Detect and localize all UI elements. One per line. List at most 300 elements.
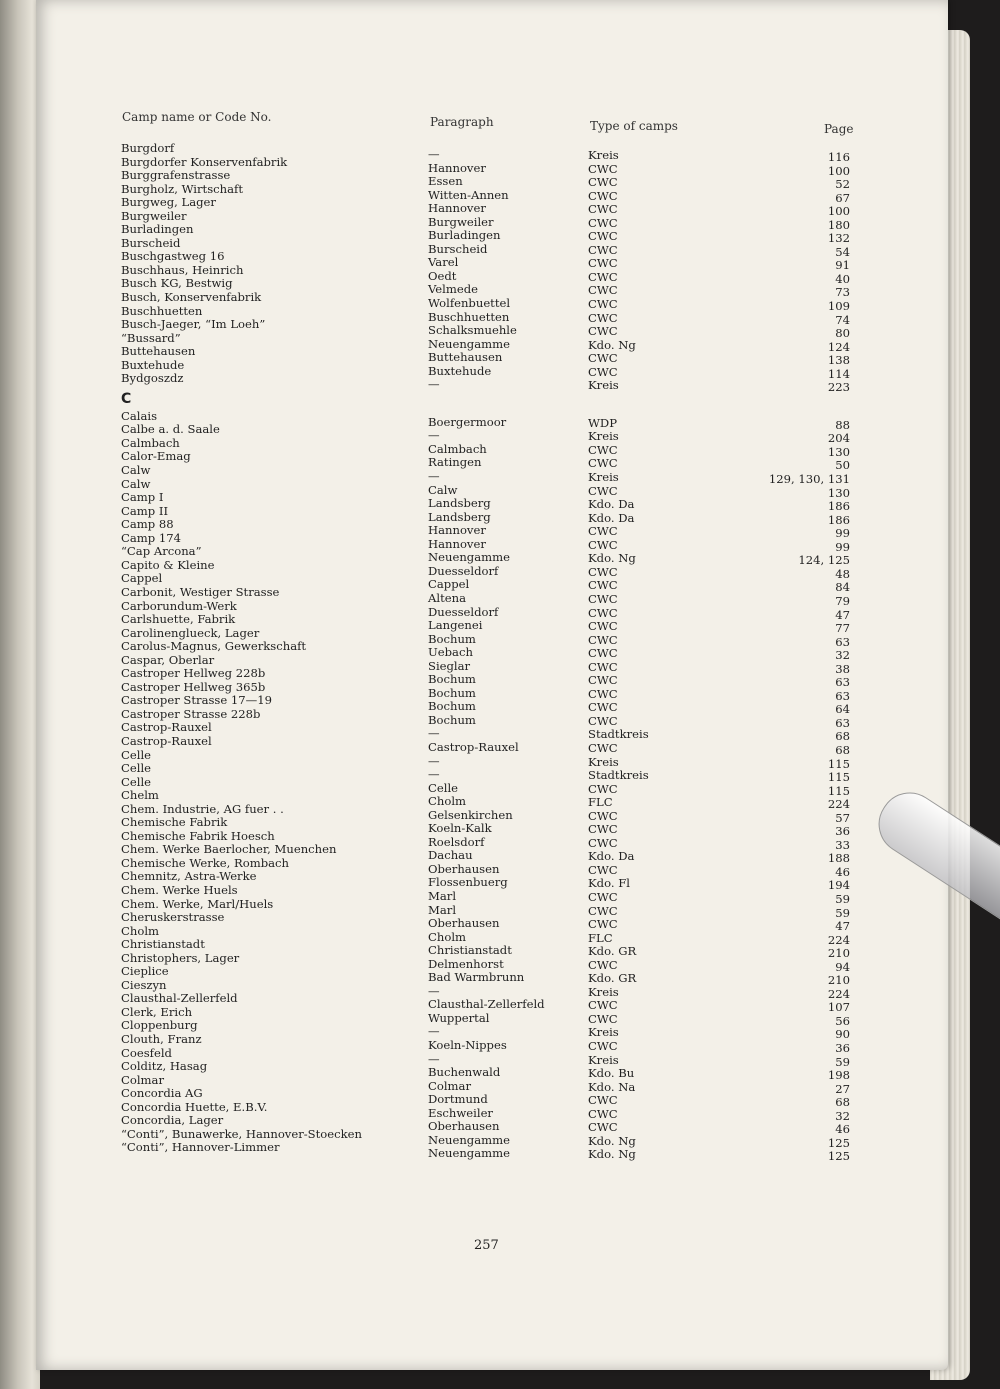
- camp-type: CWC: [588, 215, 618, 230]
- camp-name: Calw: [121, 476, 151, 491]
- camp-name: Carolus-Magnus, Gewerkschaft: [121, 639, 307, 654]
- page-ref: 59: [835, 905, 850, 920]
- camp-type: Kreis: [588, 148, 619, 162]
- camp-name: Buschgastweg 16: [121, 249, 225, 264]
- camp-type: CWC: [588, 1039, 618, 1053]
- page-ref: 57: [835, 810, 850, 825]
- camp-type: Kreis: [588, 754, 619, 769]
- camp-name: Carlshuette, Fabrik: [121, 612, 236, 627]
- camp-name: Burladingen: [121, 222, 194, 237]
- camp-name: Caspar, Oberlar: [121, 652, 215, 667]
- camp-name: “Conti”, Hannover-Limmer: [121, 1140, 280, 1155]
- camp-type: Stadtkreis: [588, 727, 649, 742]
- paragraph-cell: Landsberg: [428, 496, 491, 511]
- camp-type: Kdo. Ng: [588, 551, 636, 566]
- page-ref: 91: [835, 258, 850, 273]
- paragraph-cell: Calw: [428, 482, 458, 497]
- page-ref: 48: [835, 566, 850, 581]
- paragraph-cell: —: [428, 147, 440, 161]
- header-page: Page: [824, 122, 854, 136]
- page-ref: 115: [827, 783, 850, 798]
- page-ref: 204: [827, 431, 850, 446]
- paragraph-cell: Koeln-Kalk: [428, 821, 492, 836]
- camp-name: Clerk, Erich: [121, 1004, 193, 1019]
- table-row: [0, 761, 1000, 785]
- camp-name: Burgholz, Wirtschaft: [121, 181, 243, 196]
- page-ref: 27: [835, 1081, 850, 1096]
- camp-type: CWC: [588, 632, 618, 647]
- camp-type: CWC: [588, 659, 618, 674]
- camp-type: CWC: [588, 269, 618, 284]
- page-ref: 50: [835, 458, 850, 473]
- camp-name: Calbe a. d. Saale: [121, 422, 220, 437]
- camp-name: Carbonit, Westiger Strasse: [121, 584, 280, 599]
- camp-type: Kreis: [588, 1052, 619, 1067]
- paragraph-cell: Oedt: [428, 268, 457, 283]
- index-table: [0, 141, 1000, 1164]
- paragraph-cell: Buttehausen: [428, 350, 503, 365]
- paragraph-cell: Buchenwald: [428, 1065, 501, 1080]
- section-letter-row: [0, 386, 1000, 410]
- camp-name: Chem. Werke Baerlocher, Muenchen: [121, 842, 337, 857]
- camp-type: CWC: [588, 957, 618, 972]
- paragraph-cell: Langenei: [428, 618, 483, 633]
- paragraph-cell: —: [428, 377, 440, 392]
- camp-name: Burgdorf: [121, 141, 175, 155]
- camp-type: CWC: [588, 1106, 618, 1121]
- page-ref: 88: [835, 417, 850, 432]
- paragraph-cell: —: [428, 983, 440, 998]
- camp-type: CWC: [588, 456, 618, 471]
- paragraph-cell: Burgweiler: [428, 214, 494, 229]
- paragraph-cell: Dachau: [428, 848, 473, 863]
- camp-type: Kreis: [588, 984, 619, 999]
- camp-name: Clouth, Franz: [121, 1032, 202, 1046]
- camp-name: Burggrafenstrasse: [121, 168, 231, 183]
- camp-name: Camp I: [121, 490, 164, 505]
- camp-name: Cholm: [121, 923, 160, 938]
- camp-name: Christianstadt: [121, 937, 205, 952]
- page-ref: 116: [827, 150, 850, 164]
- camp-type: Stadtkreis: [588, 768, 649, 783]
- paragraph-cell: Sieglar: [428, 658, 471, 673]
- paragraph-cell: Castrop-Rauxel: [428, 739, 519, 754]
- paragraph-cell: Celle: [428, 780, 459, 795]
- page-ref: 99: [835, 526, 850, 541]
- paragraph-cell: Eschweiler: [428, 1105, 493, 1120]
- camp-name: Chem. Werke, Marl/Huels: [121, 896, 274, 911]
- page-ref: 115: [827, 770, 850, 785]
- paragraph-cell: Buxtehude: [428, 363, 492, 378]
- page-ref: 52: [835, 177, 850, 192]
- page-ref: 125: [827, 1149, 850, 1164]
- camp-type: Kdo. Da: [588, 497, 635, 512]
- page-ref: 64: [835, 702, 850, 717]
- paragraph-cell: Ratingen: [428, 455, 482, 470]
- paragraph-cell: Duesseldorf: [428, 563, 499, 578]
- camp-type: CWC: [588, 324, 618, 339]
- page-ref: 132: [827, 231, 850, 246]
- camp-name: Celle: [121, 774, 152, 789]
- camp-name: Buttehausen: [121, 344, 196, 359]
- camp-name: Celle: [121, 761, 152, 776]
- paragraph-cell: Uebach: [428, 645, 473, 660]
- camp-type: CWC: [588, 1120, 618, 1135]
- page-ref: 223: [827, 380, 850, 395]
- camp-type: CWC: [588, 283, 618, 298]
- camp-type: Kdo. Ng: [588, 337, 636, 352]
- page-ref: 47: [835, 919, 850, 934]
- page-ref: 32: [835, 648, 850, 663]
- paragraph-cell: Koeln-Nippes: [428, 1038, 507, 1052]
- camp-type: Kdo. Ng: [588, 1147, 636, 1162]
- camp-name: Buschhaus, Heinrich: [121, 262, 244, 277]
- paragraph-cell: Boergermoor: [428, 414, 507, 429]
- camp-type: CWC: [588, 822, 618, 837]
- page-ref: 67: [835, 190, 850, 205]
- camp-type: CWC: [588, 713, 618, 728]
- camp-type: Kdo. Da: [588, 510, 635, 525]
- camp-type: CWC: [588, 188, 618, 203]
- camp-name: Bydgoszdz: [121, 371, 184, 386]
- paragraph-cell: Marl: [428, 888, 457, 903]
- paragraph-cell: Burscheid: [428, 241, 488, 256]
- camp-type: CWC: [588, 351, 618, 366]
- camp-name: Cheruskerstrasse: [121, 910, 225, 925]
- camp-name: Buxtehude: [121, 357, 185, 372]
- camp-type: CWC: [588, 1011, 618, 1026]
- camp-type: CWC: [588, 229, 618, 244]
- paragraph-cell: —: [428, 726, 440, 741]
- page-ref: 40: [835, 271, 850, 286]
- camp-type: FLC: [588, 795, 613, 810]
- camp-name: Calw: [121, 463, 151, 478]
- paragraph-cell: Bochum: [428, 631, 476, 646]
- page-ref: 130: [827, 485, 850, 500]
- paragraph-cell: Colmar: [428, 1078, 472, 1093]
- camp-type: CWC: [588, 175, 618, 190]
- camp-name: Camp 88: [121, 517, 174, 532]
- paragraph-cell: Cholm: [428, 794, 467, 809]
- page-ref: 210: [827, 973, 850, 988]
- camp-name: Cloppenburg: [121, 1018, 198, 1033]
- camp-type: CWC: [588, 605, 618, 620]
- paragraph-cell: Christianstadt: [428, 943, 512, 958]
- page-ref: 224: [827, 932, 850, 947]
- camp-type: WDP: [588, 415, 618, 430]
- page-ref: 124: [827, 339, 850, 354]
- paragraph-cell: Hannover: [428, 523, 486, 538]
- camp-name: Castrop-Rauxel: [121, 733, 212, 748]
- camp-name: Camp II: [121, 503, 169, 518]
- camp-name: Camp 174: [121, 530, 182, 545]
- page-ref: 210: [827, 946, 850, 961]
- paragraph-cell: Bochum: [428, 699, 476, 714]
- paragraph-cell: Buschhuetten: [428, 309, 510, 324]
- paragraph-cell: Hannover: [428, 201, 486, 216]
- camp-name: Colditz, Hasag: [121, 1059, 208, 1074]
- camp-type: CWC: [588, 256, 618, 271]
- page-number: 257: [474, 1238, 499, 1253]
- page-ref: 194: [827, 878, 850, 893]
- camp-name: Carborundum-Werk: [121, 598, 237, 613]
- page-ref: 73: [835, 285, 850, 300]
- camp-name: Capito & Kleine: [121, 557, 215, 572]
- camp-type: CWC: [588, 202, 618, 217]
- paragraph-cell: —: [428, 428, 440, 443]
- camp-type: CWC: [588, 442, 618, 457]
- page-ref: 54: [835, 244, 850, 259]
- camp-type: CWC: [588, 619, 618, 634]
- paragraph-cell: Clausthal-Zellerfeld: [428, 997, 545, 1012]
- paragraph-cell: Wuppertal: [428, 1010, 490, 1025]
- camp-type: Kdo. GR: [588, 944, 637, 959]
- camp-type: CWC: [588, 578, 618, 593]
- section-letter: C: [121, 390, 132, 407]
- camp-type: Kreis: [588, 470, 619, 485]
- camp-type: CWC: [588, 1093, 618, 1108]
- page-ref: 99: [835, 539, 850, 554]
- camp-type: CWC: [588, 537, 618, 552]
- paragraph-cell: —: [428, 1051, 440, 1066]
- camp-name: Carolinenglueck, Lager: [121, 625, 260, 640]
- paragraph-cell: Essen: [428, 174, 463, 189]
- page-ref: 186: [827, 512, 850, 527]
- page-ref: 59: [835, 891, 850, 906]
- page-ref: 79: [835, 593, 850, 608]
- page-ref: 138: [827, 353, 850, 368]
- page-ref: 59: [835, 1054, 850, 1069]
- camp-type: CWC: [588, 310, 618, 325]
- paragraph-cell: Varel: [428, 255, 459, 270]
- camp-name: Chemische Fabrik: [121, 815, 228, 830]
- paragraph-cell: Hannover: [428, 536, 486, 551]
- camp-name: Chemische Werke, Rombach: [121, 855, 289, 870]
- camp-type: CWC: [588, 835, 618, 850]
- paragraph-cell: Neuengamme: [428, 550, 510, 565]
- paragraph-cell: —: [428, 767, 440, 782]
- page-ref: 63: [835, 634, 850, 649]
- camp-type: CWC: [588, 591, 618, 606]
- page-ref: 84: [835, 580, 850, 595]
- paragraph-cell: Altena: [428, 590, 466, 605]
- camp-type: FLC: [588, 930, 613, 945]
- paragraph-cell: Schalksmuehle: [428, 323, 517, 338]
- camp-name: Castrop-Rauxel: [121, 720, 212, 735]
- camp-name: Busch KG, Bestwig: [121, 276, 233, 291]
- page-ref: 109: [827, 299, 850, 314]
- paragraph-cell: Velmede: [428, 282, 479, 297]
- page-ref: 198: [827, 1068, 850, 1083]
- paragraph-cell: Hannover: [428, 160, 486, 175]
- paragraph-cell: Oberhausen: [428, 916, 500, 931]
- paragraph-cell: Neuengamme: [428, 1146, 510, 1161]
- camp-name: Celle: [121, 747, 152, 762]
- paragraph-cell: —: [428, 753, 440, 768]
- paragraph-cell: Wolfenbuettel: [428, 296, 511, 311]
- camp-name: Burgweg, Lager: [121, 195, 216, 210]
- camp-name: Coesfeld: [121, 1045, 172, 1060]
- camp-type: CWC: [588, 903, 618, 918]
- table-row: [0, 1140, 1000, 1164]
- camp-type: Kdo. Na: [588, 1079, 636, 1094]
- camp-name: Cieszyn: [121, 977, 167, 992]
- camp-name: Burscheid: [121, 235, 181, 250]
- camp-name: Chemische Fabrik Hoesch: [121, 828, 275, 843]
- camp-name: Concordia Huette, E.B.V.: [121, 1099, 268, 1114]
- camp-name: Concordia AG: [121, 1086, 203, 1101]
- page-ref: 94: [835, 959, 850, 974]
- page-ref: 33: [835, 837, 850, 852]
- camp-type: CWC: [588, 673, 618, 688]
- camp-name: Chem. Werke Huels: [121, 882, 238, 897]
- page-ref: 32: [835, 1108, 850, 1123]
- page-ref: 100: [827, 204, 850, 219]
- page-ref: 130: [827, 444, 850, 459]
- paragraph-cell: Bochum: [428, 685, 476, 700]
- page-ref: 56: [835, 1013, 850, 1028]
- page-ref: 115: [827, 756, 850, 771]
- camp-name: Clausthal-Zellerfeld: [121, 991, 238, 1006]
- camp-name: “Conti”, Bunawerke, Hannover-Stoecken: [121, 1126, 362, 1141]
- paragraph-cell: Gelsenkirchen: [428, 807, 513, 822]
- camp-name: Christophers, Lager: [121, 950, 240, 965]
- paragraph-cell: Roelsdorf: [428, 834, 485, 849]
- page-ref: 125: [827, 1135, 850, 1150]
- camp-name: Busch, Konservenfabrik: [121, 290, 262, 305]
- page-ref: 77: [835, 621, 850, 636]
- camp-name: Colmar: [121, 1072, 165, 1087]
- page-ref: 107: [827, 1000, 850, 1015]
- camp-name: Castroper Hellweg 365b: [121, 679, 266, 694]
- page-ref: 63: [835, 715, 850, 730]
- camp-type: Kdo. Da: [588, 849, 635, 864]
- page-ref: 46: [835, 864, 850, 879]
- page-ref: 68: [835, 742, 850, 757]
- camp-type: CWC: [588, 808, 618, 823]
- page-ref: 129, 130, 131: [768, 472, 850, 487]
- page-ref: 80: [835, 326, 850, 341]
- paragraph-cell: —: [428, 469, 440, 484]
- page-ref: 36: [835, 824, 850, 839]
- camp-name: Calor-Emag: [121, 449, 191, 464]
- page-ref: 63: [835, 688, 850, 703]
- camp-type: Kreis: [588, 378, 619, 393]
- camp-name: Calmbach: [121, 435, 180, 450]
- camp-type: CWC: [588, 161, 618, 176]
- paragraph-cell: Bochum: [428, 672, 476, 687]
- paragraph-cell: Neuengamme: [428, 336, 510, 351]
- page-ref: 114: [827, 366, 850, 381]
- camp-type: CWC: [588, 889, 618, 904]
- page-ref: 36: [835, 1041, 850, 1055]
- paragraph-cell: Cappel: [428, 577, 470, 592]
- paragraph-cell: Oberhausen: [428, 861, 500, 876]
- page-ref: 224: [827, 797, 850, 812]
- page-ref: 68: [835, 1095, 850, 1110]
- page-ref: 90: [835, 1027, 850, 1042]
- camp-name: Chemnitz, Astra-Werke: [121, 869, 257, 884]
- camp-name: Burgdorfer Konservenfabrik: [121, 154, 288, 169]
- camp-name: Castroper Strasse 17—19: [121, 693, 273, 708]
- camp-name: “Cap Arcona”: [121, 544, 202, 559]
- camp-type: CWC: [588, 700, 618, 715]
- camp-type: CWC: [588, 862, 618, 877]
- page-ref: 74: [835, 312, 850, 327]
- camp-type: CWC: [588, 483, 618, 498]
- paragraph-cell: Burladingen: [428, 228, 501, 243]
- camp-name: Castroper Hellweg 228b: [121, 666, 266, 681]
- paragraph-cell: Landsberg: [428, 509, 491, 524]
- camp-type: CWC: [588, 781, 618, 796]
- header-type-of-camps: Type of camps: [590, 119, 678, 133]
- camp-name: “Bussard”: [121, 330, 181, 345]
- camp-type: Kdo. Ng: [588, 1133, 636, 1148]
- camp-name: Burgweiler: [121, 208, 187, 223]
- camp-name: Buschhuetten: [121, 303, 203, 318]
- camp-type: CWC: [588, 524, 618, 539]
- paragraph-cell: Oberhausen: [428, 1119, 500, 1134]
- paragraph-cell: Marl: [428, 902, 457, 917]
- camp-type: CWC: [588, 740, 618, 755]
- header-camp-name: Camp name or Code No.: [122, 110, 272, 124]
- camp-name: Calais: [121, 408, 158, 423]
- paragraph-cell: —: [428, 1024, 440, 1039]
- page-ref: 47: [835, 607, 850, 622]
- camp-type: CWC: [588, 917, 618, 932]
- camp-type: CWC: [588, 364, 618, 379]
- camp-type: CWC: [588, 297, 618, 312]
- page-ref: 180: [827, 217, 850, 232]
- camp-type: Kdo. Fl: [588, 876, 630, 891]
- paragraph-cell: Bad Warmbrunn: [428, 970, 525, 985]
- camp-type: Kdo. Bu: [588, 1066, 635, 1081]
- camp-name: Castroper Strasse 228b: [121, 706, 261, 721]
- camp-type: CWC: [588, 686, 618, 701]
- camp-name: Chelm: [121, 788, 159, 803]
- page-ref: 68: [835, 729, 850, 744]
- paragraph-cell: Witten-Annen: [428, 187, 509, 202]
- page-ref: 186: [827, 499, 850, 514]
- page-ref: 63: [835, 675, 850, 690]
- page-ref: 188: [827, 851, 850, 866]
- camp-name: Cieplice: [121, 964, 169, 979]
- camp-type: Kreis: [588, 429, 619, 444]
- page-ref: 46: [835, 1122, 850, 1137]
- paragraph-cell: Neuengamme: [428, 1132, 510, 1147]
- camp-name: Chem. Industrie, AG fuer . .: [121, 801, 284, 816]
- paragraph-cell: Flossenbuerg: [428, 875, 508, 890]
- camp-type: CWC: [588, 564, 618, 579]
- camp-type: CWC: [588, 242, 618, 257]
- camp-name: Concordia, Lager: [121, 1113, 224, 1128]
- page-ref: 100: [827, 163, 850, 178]
- camp-type: CWC: [588, 998, 618, 1013]
- page-ref: 224: [827, 986, 850, 1001]
- camp-type: Kreis: [588, 1025, 619, 1040]
- camp-type: Kdo. GR: [588, 971, 637, 986]
- paragraph-cell: Delmenhorst: [428, 956, 504, 971]
- camp-type: CWC: [588, 646, 618, 661]
- page-ref: 38: [835, 661, 850, 676]
- page-ref: 124, 125: [798, 553, 850, 568]
- paragraph-cell: Duesseldorf: [428, 604, 499, 619]
- header-paragraph: Paragraph: [430, 115, 494, 129]
- paragraph-cell: Cholm: [428, 929, 467, 944]
- paragraph-cell: Dortmund: [428, 1092, 488, 1107]
- paragraph-cell: Calmbach: [428, 441, 487, 456]
- camp-name: Cappel: [121, 571, 163, 586]
